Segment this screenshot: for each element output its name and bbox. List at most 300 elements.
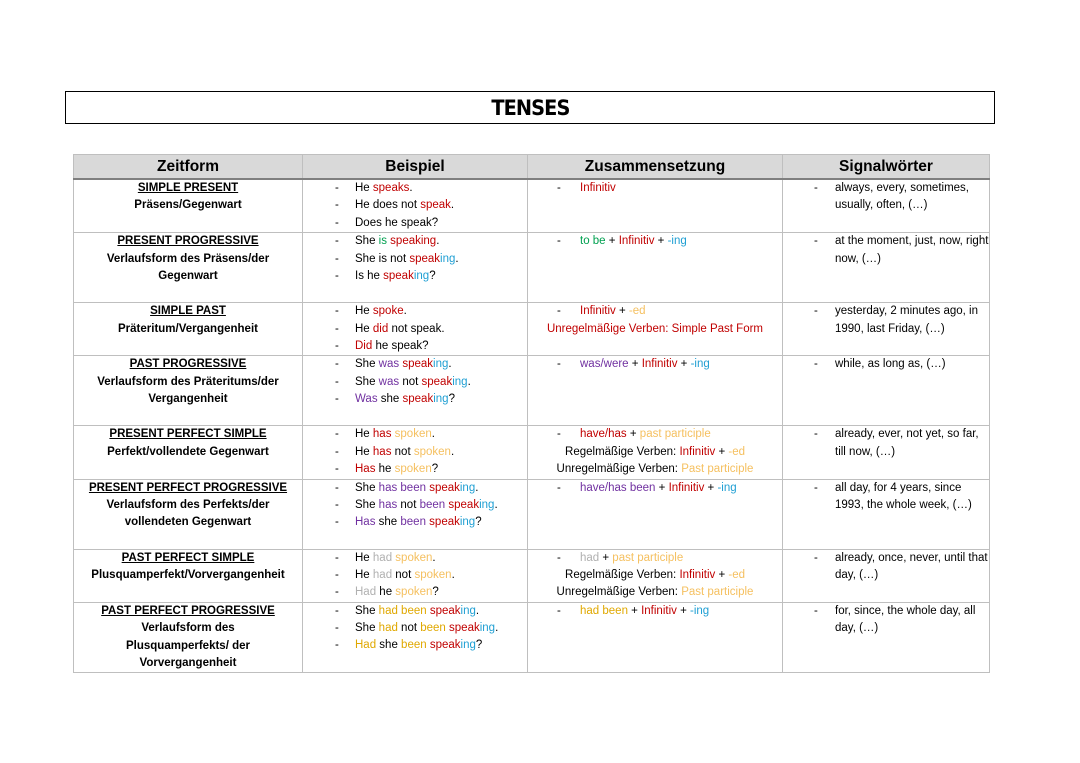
dash-bullet: -: [335, 199, 339, 212]
tense-name-de: Plusquamperfekts/ der: [126, 639, 250, 652]
example-segment: ?: [475, 516, 482, 529]
formation-cell: [528, 303, 783, 356]
example-line: [303, 391, 527, 408]
example-segment: speaks: [372, 182, 410, 194]
example-text: [355, 567, 455, 584]
title-box: [65, 91, 995, 124]
example-line: [303, 480, 527, 497]
formation-segment: -ing: [667, 235, 687, 248]
example-segment: is: [378, 235, 391, 248]
tense-name-cell: [74, 549, 303, 602]
example-segment: He: [355, 322, 373, 335]
tense-name-en: PAST PROGRESSIVE: [129, 358, 247, 371]
dash-bullet: -: [557, 481, 561, 494]
header-beispiel: Beispiel: [303, 155, 528, 180]
formation-segment: +: [704, 481, 718, 494]
dash-bullet: -: [557, 235, 561, 248]
formation-text: [580, 603, 709, 620]
table-row: [74, 179, 990, 233]
formation-segment: +: [605, 235, 619, 248]
header-signalwoerter: Signalwörter: [783, 155, 990, 180]
example-cell: [303, 602, 528, 673]
example-segment: he: [375, 463, 395, 476]
example-segment: ing: [440, 252, 456, 265]
example-segment: He: [355, 445, 373, 458]
example-segment: not: [397, 622, 421, 635]
example-segment: speak: [421, 375, 453, 388]
example-segment: was: [378, 375, 400, 388]
example-text: [355, 233, 439, 250]
formation-segment: Unregelmäßige Verben:: [556, 586, 682, 599]
formation-line: [528, 426, 782, 443]
tense-name-cell: [74, 602, 303, 673]
example-cell: [303, 426, 528, 479]
formation-segment: Infinitiv: [618, 235, 655, 248]
formation-cell: [528, 426, 783, 479]
example-segment: has: [372, 445, 392, 458]
formation-segment: +: [654, 235, 668, 248]
example-segment: spoken: [414, 568, 452, 581]
dash-bullet: -: [335, 216, 339, 229]
formation-text: [580, 426, 711, 443]
dash-bullet: -: [557, 358, 561, 371]
tense-name-cell: [74, 479, 303, 549]
example-cell: [303, 549, 528, 602]
example-cell: [303, 179, 528, 233]
example-segment: spoken: [413, 445, 451, 458]
formation-text: [580, 180, 616, 197]
example-segment: had: [372, 551, 396, 564]
formation-segment: -ed: [728, 445, 745, 458]
formation-text: [528, 461, 782, 478]
formation-line: [528, 603, 782, 620]
example-text: [355, 268, 436, 285]
formation-segment: have/has: [580, 428, 627, 441]
formation-cell: [528, 549, 783, 602]
dash-bullet: -: [335, 639, 339, 652]
example-segment: He does not: [355, 199, 421, 212]
example-segment: spoke: [372, 305, 404, 318]
example-text: [355, 637, 482, 654]
example-segment: had been: [378, 604, 430, 617]
example-segment: She: [355, 481, 379, 494]
dash-bullet: -: [335, 445, 339, 458]
example-text: [355, 215, 438, 232]
example-segment: speak: [449, 622, 480, 635]
dash-bullet: -: [335, 322, 339, 335]
signal-cell: [783, 233, 990, 303]
example-segment: she: [375, 516, 401, 529]
formation-segment: have/has been: [580, 481, 656, 494]
example-segment: He: [355, 182, 373, 194]
signal-text: yesterday, 2 minutes ago, in 1990, last Friday, (…): [835, 305, 978, 335]
example-segment: ?: [429, 269, 436, 282]
signal-cell: [783, 549, 990, 602]
formation-segment: Infinitiv: [580, 305, 616, 318]
tense-name-de: Plusquamperfekt/Vorvergangenheit: [91, 568, 285, 581]
dash-bullet: -: [335, 498, 339, 511]
example-segment: She: [355, 235, 379, 248]
signal-wrap: [783, 356, 989, 373]
example-segment: speaking: [390, 235, 437, 248]
signal-wrap: [783, 603, 989, 638]
dash-bullet: -: [814, 182, 818, 194]
example-segment: speak: [429, 481, 460, 494]
example-segment: Was: [355, 393, 378, 406]
dash-bullet: -: [557, 551, 561, 564]
example-segment: speak: [402, 393, 434, 406]
example-segment: ing: [452, 375, 468, 388]
tense-name-cell: [74, 179, 303, 233]
formation-text: [580, 550, 683, 567]
dash-bullet: -: [335, 358, 339, 371]
formation-segment: Infinitiv: [668, 481, 705, 494]
example-text: [355, 603, 479, 620]
example-segment: ing: [479, 498, 495, 511]
signal-wrap: [783, 233, 989, 268]
example-cell: [303, 479, 528, 549]
formation-segment: Unregelmäßige Verben:: [556, 463, 682, 476]
formation-line: [528, 461, 782, 478]
dash-bullet: -: [814, 428, 818, 441]
example-segment: speak: [429, 639, 461, 652]
example-segment: She: [355, 604, 379, 617]
example-line: [303, 620, 527, 637]
example-segment: he: [376, 586, 396, 599]
example-segment: she: [377, 393, 403, 406]
dash-bullet: -: [557, 182, 561, 194]
tense-name-de: Verlaufsform des Präteritums/der: [97, 375, 279, 388]
signal-cell: [783, 179, 990, 233]
example-segment: .: [451, 568, 455, 581]
example-text: [355, 461, 438, 478]
formation-segment: +: [599, 551, 613, 564]
formation-line: [528, 321, 782, 338]
example-segment: .: [450, 445, 455, 458]
example-line: [303, 584, 527, 601]
dash-bullet: -: [335, 568, 339, 581]
signal-wrap: [783, 180, 989, 215]
example-text: [355, 251, 459, 268]
example-segment: ing: [413, 269, 430, 282]
signal-text: already, ever, not yet, so far, till now, (…): [835, 428, 979, 458]
example-segment: speak: [448, 498, 480, 511]
header-zusammensetzung: Zusammensetzung: [528, 155, 783, 180]
tense-name-de: Verlaufsform des Perfekts/der: [106, 498, 270, 511]
formation-segment: +: [628, 358, 642, 371]
example-segment: she: [376, 639, 402, 652]
example-segment: She: [355, 622, 379, 635]
tense-name-de: Vorvergangenheit: [139, 656, 237, 669]
example-text: [355, 550, 436, 567]
example-text: [355, 426, 435, 443]
example-text: [355, 303, 407, 320]
example-segment: .: [432, 551, 436, 564]
tense-name-en: PAST PERFECT PROGRESSIVE: [101, 604, 275, 617]
example-segment: he speak?: [372, 339, 429, 352]
dash-bullet: -: [335, 516, 339, 529]
example-line: [303, 268, 527, 285]
example-segment: ing: [479, 622, 496, 635]
example-segment: .: [450, 199, 455, 212]
formation-segment: past participle: [612, 551, 684, 564]
dash-bullet: -: [335, 252, 339, 265]
example-segment: Had: [355, 586, 377, 599]
example-text: [355, 584, 439, 601]
example-segment: ing: [433, 393, 449, 406]
dash-bullet: -: [814, 305, 818, 318]
dash-bullet: -: [335, 339, 339, 352]
example-segment: .: [455, 252, 459, 265]
example-segment: Has: [355, 463, 376, 476]
dash-bullet: -: [335, 622, 339, 635]
signal-wrap: [783, 480, 989, 515]
signal-text: while, as long as, (…): [835, 358, 946, 371]
tenses-table: [73, 154, 990, 673]
example-segment: speak: [420, 199, 451, 212]
dash-bullet: -: [557, 305, 561, 318]
example-line: [303, 550, 527, 567]
example-segment: ?: [448, 393, 455, 406]
example-line: [303, 321, 527, 338]
example-segment: He: [355, 551, 373, 564]
dash-bullet: -: [814, 235, 818, 248]
dash-bullet: -: [335, 604, 339, 617]
example-segment: did: [372, 322, 389, 335]
example-segment: .: [409, 182, 413, 194]
signal-cell: [783, 426, 990, 479]
table-body: [74, 179, 990, 673]
example-segment: Is he: [355, 269, 384, 282]
example-cell: [303, 233, 528, 303]
example-line: [303, 356, 527, 373]
example-text: [355, 338, 429, 355]
example-cell: [303, 303, 528, 356]
tense-name-de: Präteritum/Vergangenheit: [118, 322, 258, 335]
example-segment: .: [475, 481, 479, 494]
example-segment: Had: [355, 639, 377, 652]
example-line: [303, 233, 527, 250]
example-text: [355, 391, 455, 408]
example-line: [303, 251, 527, 268]
formation-segment: Unregelmäßige Verben: Simple Past Form: [546, 322, 764, 335]
example-text: [355, 497, 498, 514]
formation-segment: past participle: [639, 428, 711, 441]
signal-text: already, once, never, until that day, (…): [835, 551, 988, 581]
dash-bullet: -: [814, 481, 818, 494]
formation-segment: had: [580, 551, 600, 564]
formation-cell: [528, 479, 783, 549]
example-segment: has: [378, 498, 398, 511]
example-segment: She: [355, 358, 379, 371]
formation-line: [528, 480, 782, 497]
example-line: [303, 426, 527, 443]
formation-segment: Infinitiv: [641, 604, 677, 617]
example-segment: ing: [459, 481, 476, 494]
formation-text: [528, 321, 782, 338]
example-line: [303, 215, 527, 232]
example-segment: not: [392, 568, 415, 581]
example-segment: ?: [431, 463, 439, 476]
example-segment: .: [494, 498, 498, 511]
dash-bullet: -: [335, 481, 339, 494]
example-segment: speak: [402, 358, 434, 371]
formation-segment: +: [715, 568, 729, 581]
table-row: [74, 303, 990, 356]
formation-segment: to be: [580, 235, 606, 248]
header-row: [74, 155, 990, 180]
example-segment: been: [419, 498, 449, 511]
formation-segment: +: [655, 481, 669, 494]
example-line: [303, 514, 527, 531]
example-text: [355, 374, 471, 391]
dash-bullet: -: [335, 235, 339, 248]
example-line: [303, 637, 527, 654]
example-segment: spoken: [395, 551, 433, 564]
formation-cell: [528, 602, 783, 673]
formation-segment: -ed: [728, 568, 745, 581]
formation-line: [528, 444, 782, 461]
formation-segment: Past participle: [681, 586, 754, 599]
example-segment: not: [397, 498, 420, 511]
signal-cell: [783, 479, 990, 549]
tense-name-de: Vergangenheit: [148, 393, 228, 406]
example-segment: not speak.: [388, 322, 445, 335]
tense-name-de: vollendeten Gegenwart: [124, 516, 252, 529]
page-title: TENSES: [490, 95, 570, 120]
formation-text: [528, 584, 782, 601]
example-segment: speak: [429, 516, 460, 529]
dash-bullet: -: [557, 428, 561, 441]
formation-cell: [528, 356, 783, 426]
example-line: [303, 567, 527, 584]
tense-name-cell: [74, 303, 303, 356]
signal-cell: [783, 303, 990, 356]
example-segment: She: [355, 375, 379, 388]
signal-wrap: [783, 550, 989, 585]
tense-name-en: SIMPLE PAST: [150, 305, 226, 318]
example-line: [303, 603, 527, 620]
formation-segment: Infinitiv: [679, 568, 716, 581]
table-row: [74, 233, 990, 303]
example-segment: She: [355, 498, 379, 511]
formation-text: [580, 233, 687, 250]
tense-name-de: Präsens/Gegenwart: [134, 199, 242, 212]
tense-name-de: Verlaufsform des Präsens/der: [106, 252, 270, 265]
tense-name-en: PRESENT PERFECT PROGRESSIVE: [88, 481, 288, 494]
example-line: [303, 180, 527, 197]
example-line: [303, 461, 527, 478]
example-segment: Does he speak?: [355, 216, 439, 229]
example-segment: been: [401, 639, 430, 652]
example-segment: has been: [378, 481, 430, 494]
formation-segment: had been: [580, 604, 628, 617]
signal-wrap: [783, 426, 989, 461]
table-row: [74, 479, 990, 549]
formation-segment: +: [626, 428, 640, 441]
example-segment: been: [400, 516, 430, 529]
example-line: [303, 338, 527, 355]
example-segment: .: [436, 235, 440, 248]
example-cell: [303, 356, 528, 426]
example-segment: He: [355, 428, 373, 441]
dash-bullet: -: [335, 375, 339, 388]
formation-line: [528, 356, 782, 373]
dash-bullet: -: [335, 586, 339, 599]
signal-text: at the moment, just, now, right now, (…): [835, 235, 989, 265]
formation-text: [580, 356, 710, 373]
example-segment: ?: [432, 586, 439, 599]
example-segment: spoken: [394, 463, 432, 476]
example-segment: speak: [409, 252, 441, 265]
formation-cell: [528, 179, 783, 233]
example-segment: has: [372, 428, 395, 441]
formation-segment: Infinitiv: [641, 358, 678, 371]
formation-segment: +: [715, 445, 729, 458]
example-line: [303, 303, 527, 320]
formation-text: [528, 567, 782, 584]
formation-segment: +: [615, 305, 629, 318]
formation-segment: Infinitiv: [580, 182, 616, 194]
example-segment: had: [372, 568, 393, 581]
example-segment: Has: [355, 516, 376, 529]
tense-name-en: PRESENT PERFECT SIMPLE: [109, 428, 267, 441]
example-segment: ing: [433, 358, 449, 371]
formation-line: [528, 303, 782, 320]
formation-text: [580, 480, 737, 497]
formation-line: [528, 180, 782, 197]
dash-bullet: -: [335, 269, 339, 282]
table-row: [74, 426, 990, 479]
dash-bullet: -: [335, 182, 339, 194]
example-segment: She is not: [355, 252, 410, 265]
formation-line: [528, 550, 782, 567]
example-line: [303, 497, 527, 514]
example-line: [303, 444, 527, 461]
tense-name-de: Gegenwart: [158, 269, 218, 282]
tense-name-en: PRESENT PROGRESSIVE: [117, 235, 259, 248]
example-segment: had: [378, 622, 398, 635]
example-segment: spoken: [395, 586, 433, 599]
formation-line: [528, 567, 782, 584]
example-segment: He: [355, 305, 373, 318]
example-text: [355, 480, 478, 497]
example-segment: .: [403, 305, 407, 318]
signal-text: for, since, the whole day, all day, (…): [835, 604, 976, 635]
dash-bullet: -: [335, 551, 339, 564]
dash-bullet: -: [335, 428, 339, 441]
dash-bullet: -: [814, 551, 818, 564]
formation-segment: -ing: [689, 604, 710, 617]
example-segment: .: [475, 604, 480, 617]
example-segment: ing: [460, 604, 476, 617]
example-segment: speak: [429, 604, 461, 617]
table-row: [74, 549, 990, 602]
formation-line: [528, 584, 782, 601]
example-segment: ing: [460, 639, 476, 652]
formation-segment: -ing: [690, 358, 710, 371]
example-line: [303, 197, 527, 214]
formation-text: [528, 444, 782, 461]
formation-segment: was/were: [580, 358, 629, 371]
table-row: [74, 602, 990, 673]
signal-text: all day, for 4 years, since 1993, the whole week, (…): [835, 481, 972, 511]
example-segment: .: [431, 428, 435, 441]
tense-name-cell: [74, 426, 303, 479]
example-segment: speak: [383, 269, 414, 282]
formation-text: [580, 303, 646, 320]
formation-segment: +: [627, 604, 642, 617]
